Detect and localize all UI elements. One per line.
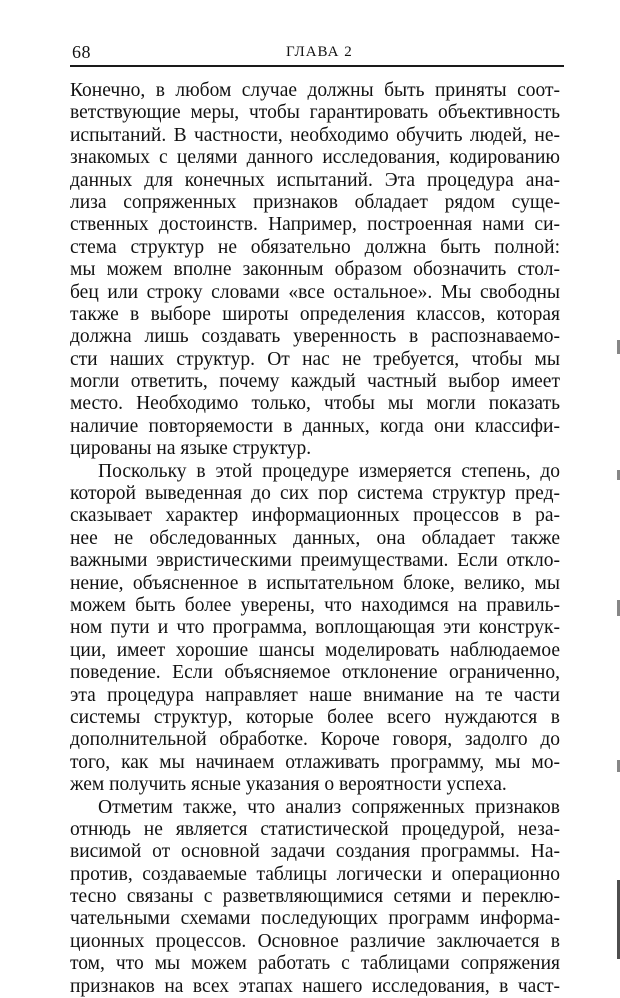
text-line: мы можем вполне законным образом обозначить стол- bbox=[70, 259, 560, 281]
text-line: которой выведенная до сих пор система структур пред- bbox=[70, 483, 560, 505]
text-line: признаков на всех этапах нашего исследования, в част- bbox=[70, 976, 560, 998]
chapter-heading: ГЛАВА 2 bbox=[286, 44, 353, 61]
text-line: лиза сопряженных признаков обладает рядом суще- bbox=[70, 192, 560, 214]
text-line: данных для конечных испытаний. Эта процедура ана- bbox=[70, 170, 560, 192]
text-line: чательными схемами последующих программ информа- bbox=[70, 908, 560, 930]
header-rule bbox=[70, 65, 564, 67]
text-line: ственных достоинств. Например, построенная нами си- bbox=[70, 214, 560, 236]
text-line: против, создаваемые таблицы логически и операционно bbox=[70, 864, 560, 886]
text-line: наличие повторяемости в данных, когда они классифи- bbox=[70, 416, 560, 438]
text-line: отнюдь не является статистической процедурой, неза- bbox=[70, 819, 560, 841]
text-line: висимой от основной задачи создания программы. На- bbox=[70, 841, 560, 863]
text-line: ветствующие меры, чтобы гарантировать объективность bbox=[70, 102, 560, 124]
text-line: стема структур не обязательно должна быть полной: bbox=[70, 237, 560, 259]
text-line: нение, объясненное в испытательном блоке, велико, мы bbox=[70, 573, 560, 595]
text-line: тесно связаны с разветвляющимися сетями и переклю- bbox=[70, 886, 560, 908]
text-line: также в выборе широты определения классов, которая bbox=[70, 304, 560, 326]
paragraph bbox=[70, 80, 560, 461]
text-line: эта процедура направляет наше внимание на те части bbox=[70, 685, 560, 707]
text-line: знакомых с целями данного исследования, кодированию bbox=[70, 147, 560, 169]
text-line: нее не обследованных данных, она обладает также bbox=[70, 528, 560, 550]
text-line: сти наших структур. От нас не требуется, чтобы мы bbox=[70, 349, 560, 371]
text-line: цированы на языке структур. bbox=[70, 438, 560, 460]
text-line: том, что мы можем работать с таблицами сопряжения bbox=[70, 953, 560, 975]
text-line: должна лишь создавать уверенность в распознаваемо- bbox=[70, 326, 560, 348]
page-number: 68 bbox=[72, 42, 91, 63]
text-line: ном пути и что программа, воплощающая эти конструк- bbox=[70, 617, 560, 639]
text-line: Конечно, в любом случае должны быть приняты соот- bbox=[70, 80, 560, 102]
text-line: ции, имеет хорошие шансы моделировать наблюдаемое bbox=[70, 640, 560, 662]
text-line: ционных процессов. Основное различие заключается в bbox=[70, 931, 560, 953]
text-line: того, как мы начинаем отлаживать программу, мы мо- bbox=[70, 752, 560, 774]
body-text bbox=[70, 80, 560, 998]
text-line: испытаний. В частности, необходимо обучить людей, не- bbox=[70, 125, 560, 147]
text-line: можем быть более уверены, что находимся на правиль- bbox=[70, 595, 560, 617]
text-line: поведение. Если объясняемое отклонение ограниченно, bbox=[70, 662, 560, 684]
text-line: Поскольку в этой процедуре измеряется степень, до bbox=[70, 461, 560, 483]
paragraph bbox=[70, 797, 560, 998]
text-line: место. Необходимо только, чтобы мы могли показать bbox=[70, 393, 560, 415]
text-line: жем получить ясные указания о вероятности успеха. bbox=[70, 774, 560, 796]
text-line: могли ответить, почему каждый частный выбор имеет bbox=[70, 371, 560, 393]
text-line: системы структур, которые более всего нуждаются в bbox=[70, 707, 560, 729]
page-header bbox=[70, 38, 564, 66]
text-line: дополнительной обработке. Короче говоря, задолго до bbox=[70, 729, 560, 751]
paragraph bbox=[70, 461, 560, 797]
text-line: сказывает характер информационных процессов в ра- bbox=[70, 505, 560, 527]
text-line: важными эвристическими преимуществами. Если откло- bbox=[70, 550, 560, 572]
text-line: бец или строку словами «все остальное». Мы свободны bbox=[70, 282, 560, 304]
text-line: Отметим также, что анализ сопряженных признаков bbox=[70, 797, 560, 819]
